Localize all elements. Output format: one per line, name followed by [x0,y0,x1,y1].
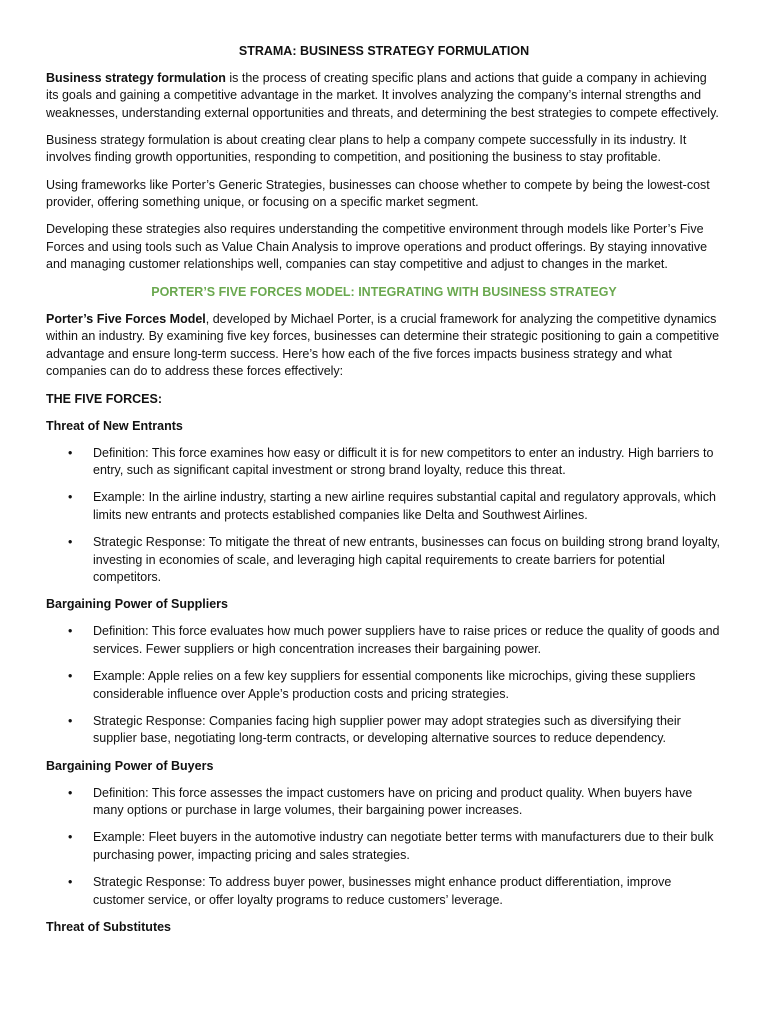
bullet-icon: • [68,713,73,728]
list-item-text: Definition: This force examines how easy or difficult it is for new competitors to enter an industry. High barriers to entry, such as significant capital investment or strong brand loyalty, reduce this threat. [93,445,714,478]
force-list-suppliers [46,623,722,748]
force-heading-suppliers: Bargaining Power of Suppliers [46,597,228,612]
list-item-text: Definition: This force evaluates how much power suppliers have to raise prices or reduce the quality of goods and services. Fewer suppliers or high concentration increases their bargaining power. [93,624,720,657]
intro-paragraph-3: Using frameworks like Porter’s Generic Strategies, businesses can choose whether to compete by being the lowest-cost provider, offering something unique, or focusing on a specific market segment. [46,177,710,210]
list-item-text: Example: In the airline industry, starting a new airline requires substantial capital and regulatory approvals, which limits new entrants and protects established companies like Delta and Southwest Airlines. [93,490,717,522]
list-item-text: Example: Fleet buyers in the automotive industry can negotiate better terms with manufacturers due to their bulk purchasing power, impacting pricing and sales strategies. [93,830,714,862]
list-item [46,785,722,820]
porter-intro-paragraph [46,311,722,381]
intro-paragraph-4: Developing these strategies also requires understanding the competitive environment through models like Porter’s Five Forces and using tools such as Value Chain Analysis to improve operations and product offerings. By staying innovative and managing customer relationships well, companies can stay competitive and adjust to changes in the market. [46,222,708,272]
bullet-icon: • [68,624,73,639]
list-item-text: Strategic Response: To mitigate the threat of new entrants, businesses can focus on building strong brand loyalty, investing in economies of scale, and leveraging high capital requirements to create barriers for potential competitors. [93,535,720,585]
list-item [46,534,722,587]
list-item [46,713,722,748]
list-item [46,489,722,524]
bullet-icon: • [68,785,73,800]
bullet-icon: • [68,830,73,845]
list-item-text: Strategic Response: Companies facing high supplier power may adopt strategies such as diversifying their supplier base, negotiating long-term contracts, or developing alternative sources to reduce dependency. [93,713,681,746]
list-item-text: Definition: This force assesses the impact customers have on pricing and product quality. When buyers have many options or purchase in large volumes, their bargaining power increases. [93,785,693,818]
bullet-icon: • [68,535,73,550]
force-list-buyers [46,785,722,910]
force-heading-new-entrants: Threat of New Entrants [46,418,183,433]
list-item [46,829,722,864]
force-heading-substitutes: Threat of Substitutes [46,919,172,934]
document-title: STRAMA: BUSINESS STRATEGY FORMULATION [238,44,530,58]
list-item-text: Example: Apple relies on a few key suppliers for essential components like microchips, giving these suppliers considerable influence over Apple’s production costs and pricing strategies. [93,669,696,701]
list-item [46,623,722,658]
intro-paragraph-2: Business strategy formulation is about creating clear plans to help a company compete successfully in its industry. It involves finding growth opportunities, responding to competition, and positioning the business to stay profitable. [46,132,687,165]
force-list-new-entrants [46,445,722,587]
bullet-icon: • [68,445,73,460]
bullet-icon: • [68,490,73,505]
list-item [46,668,722,703]
bullet-icon: • [68,874,73,889]
intro-term-bold: Business strategy formulation [46,70,226,85]
porter-intro-text: , developed by Michael Porter, is a crucial framework for analyzing the competitive dynamics within an industry. By examining five key forces, businesses can determine their strategic positioning to gain a competitive advantage and ensure long-term success. Here’s how each of the five forces impacts business strategy and what companies can do to address these forces effectively: [46,311,720,379]
porter-section-title: PORTER’S FIVE FORCES MODEL: INTEGRATING WITH BUSINESS STRATEGY [151,284,617,299]
porter-model-bold: Porter’s Five Forces Model [46,311,206,326]
list-item-text: Strategic Response: To address buyer power, businesses might enhance product differentiation, improve customer service, or offer loyalty programs to reduce customers’ leverage. [93,874,672,907]
intro-paragraph-1 [46,70,722,123]
five-forces-heading: THE FIVE FORCES: [46,391,162,406]
list-item [46,874,722,909]
force-heading-buyers: Bargaining Power of Buyers [46,758,214,773]
intro-paragraph-1-text: is the process of creating specific plans and actions that guide a company in achieving its goals and gaining a competitive advantage in the market. It involves analyzing the company’s internal strengths and weaknesses, understanding external opportunities and threats, and determining the best strategies to compete effectively. [46,70,719,120]
list-item [46,445,722,480]
bullet-icon: • [68,669,73,684]
